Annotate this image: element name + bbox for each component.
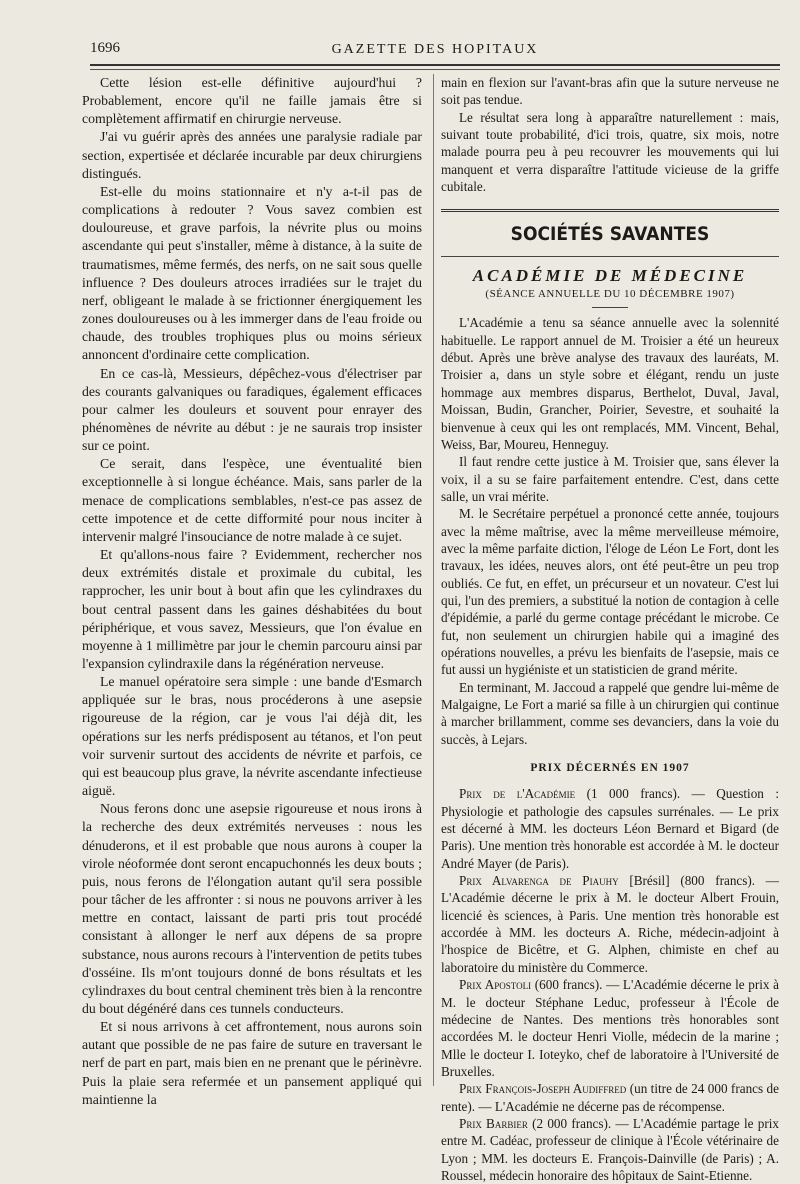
prize-name: Prix François-Joseph Audiffred — [459, 1081, 627, 1097]
prize-name: Prix Alvarenga de Piauhy — [459, 873, 619, 889]
header-rule — [90, 64, 780, 66]
paragraph: main en flexion sur l'avant-bras afin que la suture nerveuse ne soit pas tendue. — [441, 75, 779, 108]
prize-text: (2 000 francs). — L'Académie partage le prix entre M. Cadéac, professeur de clinique à l'École vétérinaire de Lyon ; MM. les docteurs E. François-Dainville (de Paris) ; A. Roussel, médecin honoraire des hôpitaux de Saint-Etienne. — [441, 1115, 779, 1183]
running-title: GAZETTE DES HOPITAUX — [331, 42, 539, 57]
prize-name: Prix Barbier — [459, 1115, 528, 1131]
paragraph: Il faut rendre cette justice à M. Troisier que, sans élever la voix, il a su se faire parfaitement entendre. C'est, dans cette salle, un vrai mérite. — [441, 454, 779, 504]
short-rule — [592, 307, 628, 308]
session-subtitle: (SÉANCE ANNUELLE DU 10 DÉCEMBRE 1907) — [485, 288, 735, 301]
prize-text: [Brésil] (800 francs). — L'Académie décerne le prix à M. le docteur Albert Frouin, licencié ès sciences, à Paris. Une mention très honorable est accordée à MM. les docteurs A. Riche, médecin-adjoint à l'hospice de Bicêtre, et G. Alphen, chimiste en chef au laboratoire du ministère du Commerce. — [441, 873, 779, 975]
prize-entry — [441, 872, 779, 976]
prize-name: Prix Apostoli — [459, 977, 532, 993]
paragraph: L'Académie a tenu sa séance annuelle avec la solennité habituelle. Le rapport annuel de M. Troisier a été un heureux début. Après une brève analyse des travaux des lauréats, M. Troisier a, dans un style sobre et élégant, rendu un juste hommage aux membres disparus, Berthelot, Duval, Javal, Moissan, Budin, Grancher, Poirier, Sevestre, et souhaité la bienvenue à ceux qui les ont remplacés, MM. Vincent, Behal, Weiss, Bar, Moureu, Henneguy. — [441, 315, 779, 452]
prize-entry — [441, 785, 779, 872]
column-divider — [433, 74, 434, 1086]
paragraph: En ce cas-là, Messieurs, dépêchez-vous d'électriser par des courants galvaniques ou faradiques, également efficaces pour calmer les douleurs et souvent pour enrayer des phénomènes de névrite au début : je ne saurais trop insister sur ce point. — [82, 365, 422, 454]
section-rule — [441, 209, 779, 212]
page-number: 1696 — [90, 40, 120, 56]
prize-text: (un titre de 24 000 francs de rente). — L'Académie ne décerne pas de récompense. — [441, 1081, 779, 1114]
paragraph: Le manuel opératoire sera simple : une bande d'Esmarch appliquée sur le bras, nous procéderons à une asepsie rigoureuse de la région, car je vous l'ai déjà dit, les opérations sur les nerfs prédisposent au tétanos, et l'on peut voir survenir surtout des accidents de névrite et parfois, ce qui est beaucoup plus grave, la névrite ascendante infectieuse aiguë. — [82, 674, 422, 799]
prize-entry — [441, 1080, 779, 1115]
right-column — [441, 74, 779, 1184]
paragraph: Et qu'allons-nous faire ? Evidemment, rechercher nos deux extrémités distale et proximale du cubital, les rapprocher, les unir bout à bout afin que les cylindraxes du bout central passent dans les gaines déshabitées du bout périphérique, et vous savez, Messieurs, que l'on évalue en moyenne à 1 millimètre par jour le chemin parcouru ainsi par l'expansion cylindraxile dans la régénération nerveuse. — [82, 547, 422, 671]
prize-text: (600 francs). — L'Académie décerne le prix à M. le docteur Stéphane Leduc, professeur à l'École de médecine de Nantes. Des mentions très honorables sont accordées M. le docteur Henri Violle, médecin de la marine ; Mlle le docteur I. Ioteyko, chef de laboratoire à l'Université de Bruxelles. — [441, 977, 779, 1079]
section-title: SOCIÉTÉS SAVANTES — [510, 223, 710, 246]
prize-entry — [441, 1115, 779, 1184]
paragraph: M. le Secrétaire perpétuel a prononcé cette année, toujours avec la même maîtrise, avec la même merveilleuse mémoire, avec la même parfaite diction, l'éloge de Léon Le Fort, dont les travaux, les idées, neuves alors, ont été peut-être un peu trop oubliés. Ce fut, en effet, un précurseur et un novateur. C'est lui qui, l'un des premiers, a substitué la notion de contagion à celle d'épidémie, a parlé du germe contage précédant le microbe. Ce fut, non seulement un chirurgien habile qui a imaginé des opérations nouvelles, a prévu les bienfaits de l'asepsie, mais ce fut aussi un hygiéniste et un statisticien de grand mérite. — [441, 506, 779, 678]
left-column — [82, 74, 422, 1109]
paragraph: En terminant, M. Jaccoud a rappelé que gendre lui-même de Malgaigne, Le Fort a marié sa fille à un chirurgien qui continue à marcher brillamment, comme ses devanciers, dans la voie du succès, à Lejars. — [441, 679, 779, 747]
paragraph: J'ai vu guérir après des années une paralysie radiale par section, expertisée et déclarée incurable par deux chirurgiens distingués. — [82, 129, 422, 181]
paragraph: Cette lésion est-elle définitive aujourd'hui ? Probablement, encore qu'il ne faille jamais être si complètement affirmatif en chirurgie nerveuse. — [82, 75, 422, 127]
academy-title: ACADÉMIE DE MÉDECINE — [472, 265, 748, 285]
paragraph: Est-elle du moins stationnaire et n'y a-t-il pas de complications à redouter ? Vous savez combien est douloureuse, et grave parfois, la névrite plus ou moins ascendante qui peut s'installer, même à distance, à la suite de traumatismes, même fermés, des nerfs, on ne sait sous quelle influence ? Des douleurs atroces irradiées sur le trajet du nerf, obligeant le malade à se frictionner énergiquement les zones douloureuses ou à les immerger dans de l'eau froide ou chaude, des troubles trophiques plus ou moins sérieux annoncent d'ordinaire cette complication. — [82, 183, 422, 363]
prize-name: Prix de l'Académie — [459, 786, 576, 802]
paragraph: Ce serait, dans l'espèce, une éventualité bien exceptionnelle à si longue échéance. Mais, sans parler de la menace de complications semblables, n'est-ce pas assez de cette impotence et de cette difformité pour nous inciter à intervenir malgré l'insouciance de notre malade à ce sujet. — [82, 456, 422, 544]
prizes-heading: PRIX DÉCERNÉS EN 1907 — [530, 762, 690, 775]
paragraph: Et si nous arrivons à cet affrontement, nous aurons soin autant que possible de ne pas faire de suture en traversant le nerf de part en part, mais bien en ne prenant que le périnèvre. Puis la plaie sera refermée et un pansement appliqué qui maintienne la — [82, 1019, 422, 1107]
page-header — [90, 40, 780, 64]
header-rule-thin — [90, 69, 780, 70]
prize-text: (1 000 francs). — Question : Physiologie et pathologie des capsules surrénales. — Le prix est décerné à MM. les docteurs Léon Bernard et Bigard (de Paris). Une mention très honorable est accordée à M. le docteur André Mayer (de Paris). — [441, 786, 779, 871]
prize-entry — [441, 976, 779, 1080]
section-rule — [441, 256, 779, 257]
paragraph: Le résultat sera long à apparaître naturellement : mais, suivant toute probabilité, d'ici trois, quatre, six mois, notre malade pourra peu à peu recouvrer les mouvements qui lui manquent et verra disparaître l'attitude vicieuse de la griffe cubitale. — [441, 109, 779, 195]
paragraph: Nous ferons donc une asepsie rigoureuse et nous irons à la recherche des deux extrémités nerveuses : nous les dénuderons, et il est probable que nous aurons à couper la virole néoformée dont seront encapuchonnés les deux bouts ; puis, nous ferons de l'élongation autant qu'il sera possible pour tâcher de les affronter : si nous ne pouvons arriver à les mettre en contact, laissant de parti pris tout procédé consistant à allonger le nerf aux dépens de sa propre substance, nous aurons recours à l'intervention de petits tubes d'osséine. Ils m'ont toujours donné de bons résultats et les cylindraxes du bout central cheminent très bien à la rencontre du bout dégénéré dans ces tunnels conducteurs. — [82, 801, 422, 1016]
